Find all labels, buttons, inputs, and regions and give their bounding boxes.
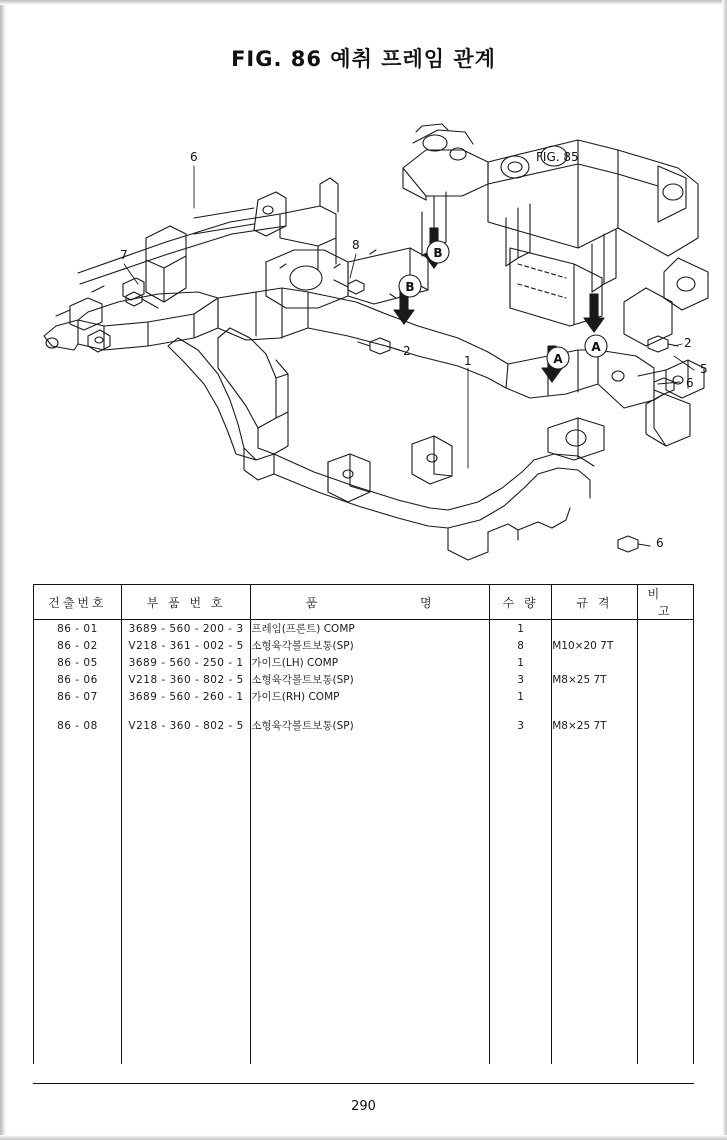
cell-remark <box>637 620 693 638</box>
header-description <box>251 585 490 620</box>
callout-7: 6 <box>190 150 198 164</box>
callout-2-right: 2 <box>684 336 692 350</box>
svg-text:B: B <box>433 246 443 260</box>
empty-cell <box>489 734 551 1064</box>
callout-2-left: 2 <box>403 344 411 358</box>
svg-text:A: A <box>591 340 601 354</box>
header-spec: 규 격 <box>552 585 637 620</box>
table-row <box>34 637 694 654</box>
cell-ref: 86 - 02 <box>34 637 122 654</box>
footer-divider <box>33 1083 694 1084</box>
table-row <box>34 620 694 638</box>
bolt-right-8 <box>334 280 364 294</box>
scan-edge-right <box>722 0 727 1140</box>
cell-description: 소형육각볼트보통(SP) <box>251 717 490 734</box>
header-qty: 수 량 <box>489 585 551 620</box>
table-header-row <box>34 585 694 620</box>
bolt-2-right <box>648 336 678 352</box>
spacer-cell <box>637 705 693 717</box>
scan-edge-top <box>0 0 727 5</box>
table-row <box>34 688 694 705</box>
table-row <box>34 671 694 688</box>
upper-brace-assembly <box>78 178 338 302</box>
bolt-6-lower <box>618 536 650 552</box>
empty-cell <box>251 734 490 1064</box>
spacer-cell <box>251 705 490 717</box>
cell-part-no: 3689 - 560 - 260 - 1 <box>121 688 250 705</box>
cell-ref: 86 - 08 <box>34 717 122 734</box>
callout-8-left: 7 <box>120 248 128 262</box>
header-remark-left: 비 <box>647 587 663 601</box>
empty-cell <box>34 734 122 1064</box>
cell-spec <box>552 654 637 671</box>
cell-ref: 86 - 07 <box>34 688 122 705</box>
scan-edge-bottom <box>0 1135 727 1140</box>
cell-spec: M8×25 7T <box>552 717 637 734</box>
header-part-no: 부 품 번 호 <box>121 585 250 620</box>
header-description-right: 명 <box>419 595 435 610</box>
table-row <box>34 717 694 734</box>
spacer-cell <box>552 705 637 717</box>
cell-description: 소형육각볼트보통(SP) <box>251 637 490 654</box>
spacer-cell <box>489 705 551 717</box>
cell-qty: 3 <box>489 671 551 688</box>
cell-qty: 1 <box>489 620 551 638</box>
cell-ref: 86 - 05 <box>34 654 122 671</box>
cell-ref: 86 - 06 <box>34 671 122 688</box>
cell-remark <box>637 637 693 654</box>
header-remark <box>637 585 693 620</box>
cell-remark <box>637 688 693 705</box>
empty-cell <box>552 734 637 1064</box>
table-empty-area <box>34 734 694 1064</box>
empty-cell <box>637 734 693 1064</box>
cell-spec <box>552 688 637 705</box>
table-spacer-row <box>34 705 694 717</box>
page-number: 290 <box>351 1099 376 1114</box>
cell-description: 가이드(RH) COMP <box>251 688 490 705</box>
parts-table <box>33 584 694 1064</box>
cell-remark <box>637 654 693 671</box>
callout-6-upper: 6 <box>686 376 694 390</box>
spacer-cell <box>34 705 122 717</box>
callout-5: 5 <box>700 362 708 376</box>
figure-title: FIG. 86 예취 프레임 관계 <box>231 47 496 71</box>
header-remark-right: 고 <box>658 604 673 618</box>
cell-qty: 1 <box>489 654 551 671</box>
cell-remark <box>637 717 693 734</box>
table-row <box>34 654 694 671</box>
callout-fig-85: FIG. 85 <box>536 150 579 164</box>
callout-1: 1 <box>464 354 472 368</box>
guide-lh <box>56 298 102 330</box>
cell-spec: M10×20 7T <box>552 637 637 654</box>
spacer-cell <box>121 705 250 717</box>
guide-rh <box>638 360 704 398</box>
cell-spec: M8×25 7T <box>552 671 637 688</box>
callout-markers <box>399 241 607 369</box>
empty-cell <box>121 734 250 1064</box>
header-ref: 건출번호 <box>34 585 122 620</box>
exploded-parts-diagram <box>18 88 710 568</box>
cell-part-no: V218 - 360 - 802 - 5 <box>121 671 250 688</box>
cell-part-no: 3689 - 560 - 250 - 1 <box>121 654 250 671</box>
callout-6-lower: 6 <box>656 536 664 550</box>
cell-qty: 1 <box>489 688 551 705</box>
cell-remark <box>637 671 693 688</box>
svg-text:B: B <box>405 280 415 294</box>
cell-spec <box>552 620 637 638</box>
header-description-left: 품 <box>305 595 321 610</box>
svg-text:A: A <box>553 352 563 366</box>
bolt-6-upper <box>654 378 674 394</box>
cell-qty: 3 <box>489 717 551 734</box>
cell-description: 가이드(LH) COMP <box>251 654 490 671</box>
cell-part-no: V218 - 360 - 802 - 5 <box>121 717 250 734</box>
cell-qty: 8 <box>489 637 551 654</box>
cell-description: 프레임(프론트) COMP <box>251 620 490 638</box>
cell-part-no: 3689 - 560 - 200 - 3 <box>121 620 250 638</box>
callout-8-right: 8 <box>352 238 360 252</box>
scan-edge-left <box>0 0 6 1140</box>
cell-description: 소형육각볼트보통(SP) <box>251 671 490 688</box>
cell-ref: 86 - 01 <box>34 620 122 638</box>
cell-part-no: V218 - 361 - 002 - 5 <box>121 637 250 654</box>
